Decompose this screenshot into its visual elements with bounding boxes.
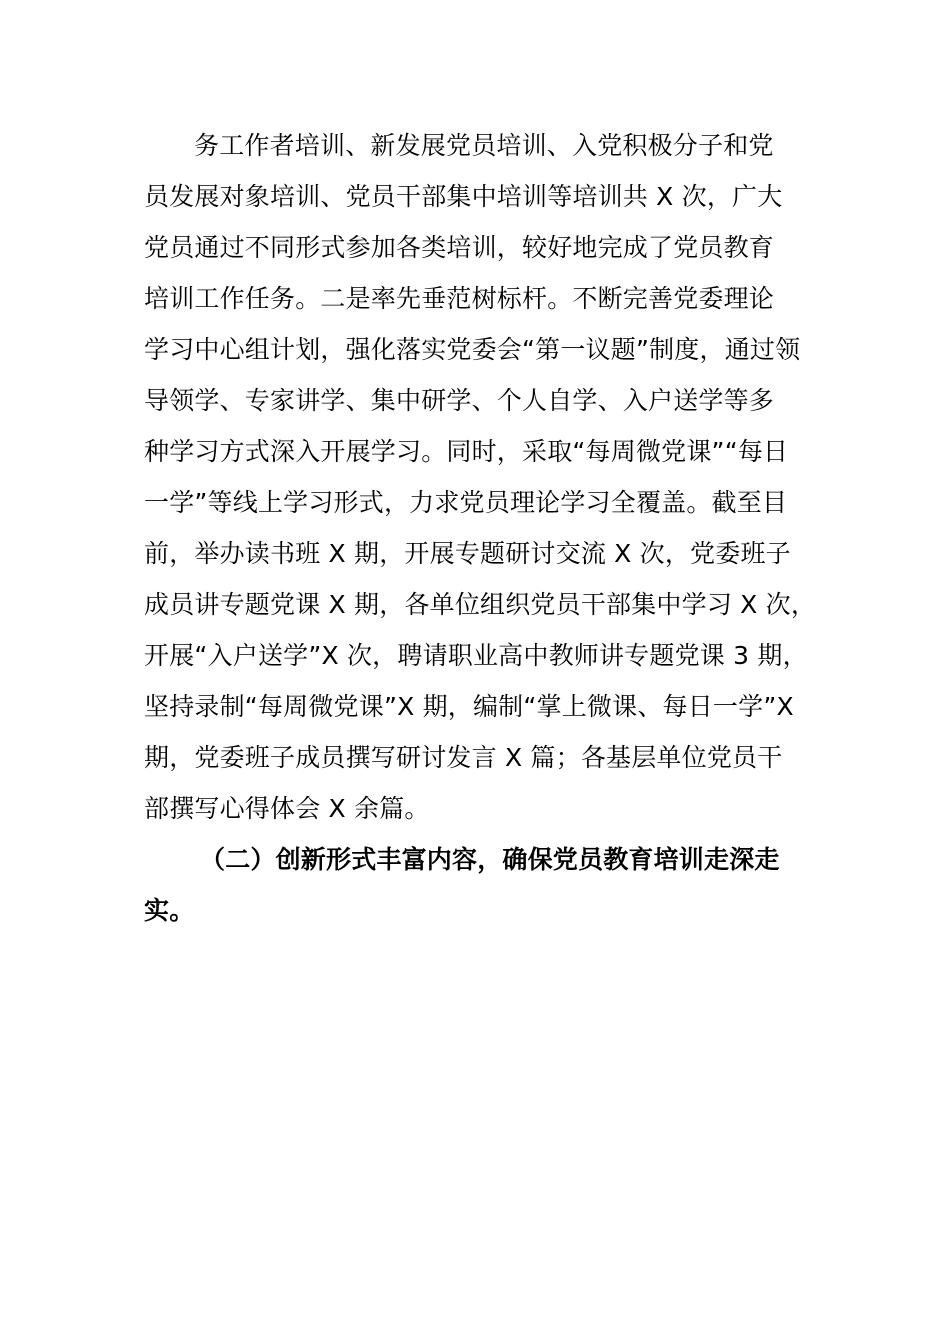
paragraph-line: 种学习方式深入开展学习。同时，采取“每周微党课”“每日	[144, 437, 789, 466]
paragraph-line: 培训工作任务。二是率先垂范树标杆。不断完善党委理论	[144, 284, 775, 313]
section-heading-line: 实。	[144, 896, 195, 925]
paragraph-line: 部撰写心得体会 X 余篇。	[144, 794, 430, 823]
paragraph-line: 成员讲专题党课 X 期，各单位组织党员干部集中学习 X 次，	[144, 590, 817, 619]
paragraph-line: 导领学、专家讲学、集中研学、个人自学、入户送学等多	[144, 386, 775, 415]
section-heading-line: （二）创新形式丰富内容，确保党员教育培训走深走	[200, 845, 780, 874]
paragraph-line: 党员通过不同形式参加各类培训，较好地完成了党员教育	[144, 233, 775, 262]
paragraph-line: 务工作者培训、新发展党员培训、入党积极分子和党	[194, 131, 774, 160]
paragraph-line: 学习中心组计划，强化落实党委会“第一议题”制度，通过领	[144, 335, 801, 364]
paragraph-line: 开展“入户送学”X 次，聘请职业高中教师讲专题党课 3 期，	[144, 641, 808, 670]
paragraph-line: 一学”等线上学习形式，力求党员理论学习全覆盖。截至目	[144, 488, 788, 517]
paragraph-line: 坚持录制“每周微党课”X 期，编制“掌上微课、每日一学”X	[144, 692, 794, 721]
paragraph-line: 期，党委班子成员撰写研讨发言 X 篇；各基层单位党员干	[144, 743, 783, 772]
paragraph-line: 前，举办读书班 X 期，开展专题研讨交流 X 次，党委班子	[144, 539, 791, 568]
paragraph-line: 员发展对象培训、党员干部集中培训等培训共 X 次，广大	[144, 182, 783, 211]
document-body	[144, 120, 824, 936]
